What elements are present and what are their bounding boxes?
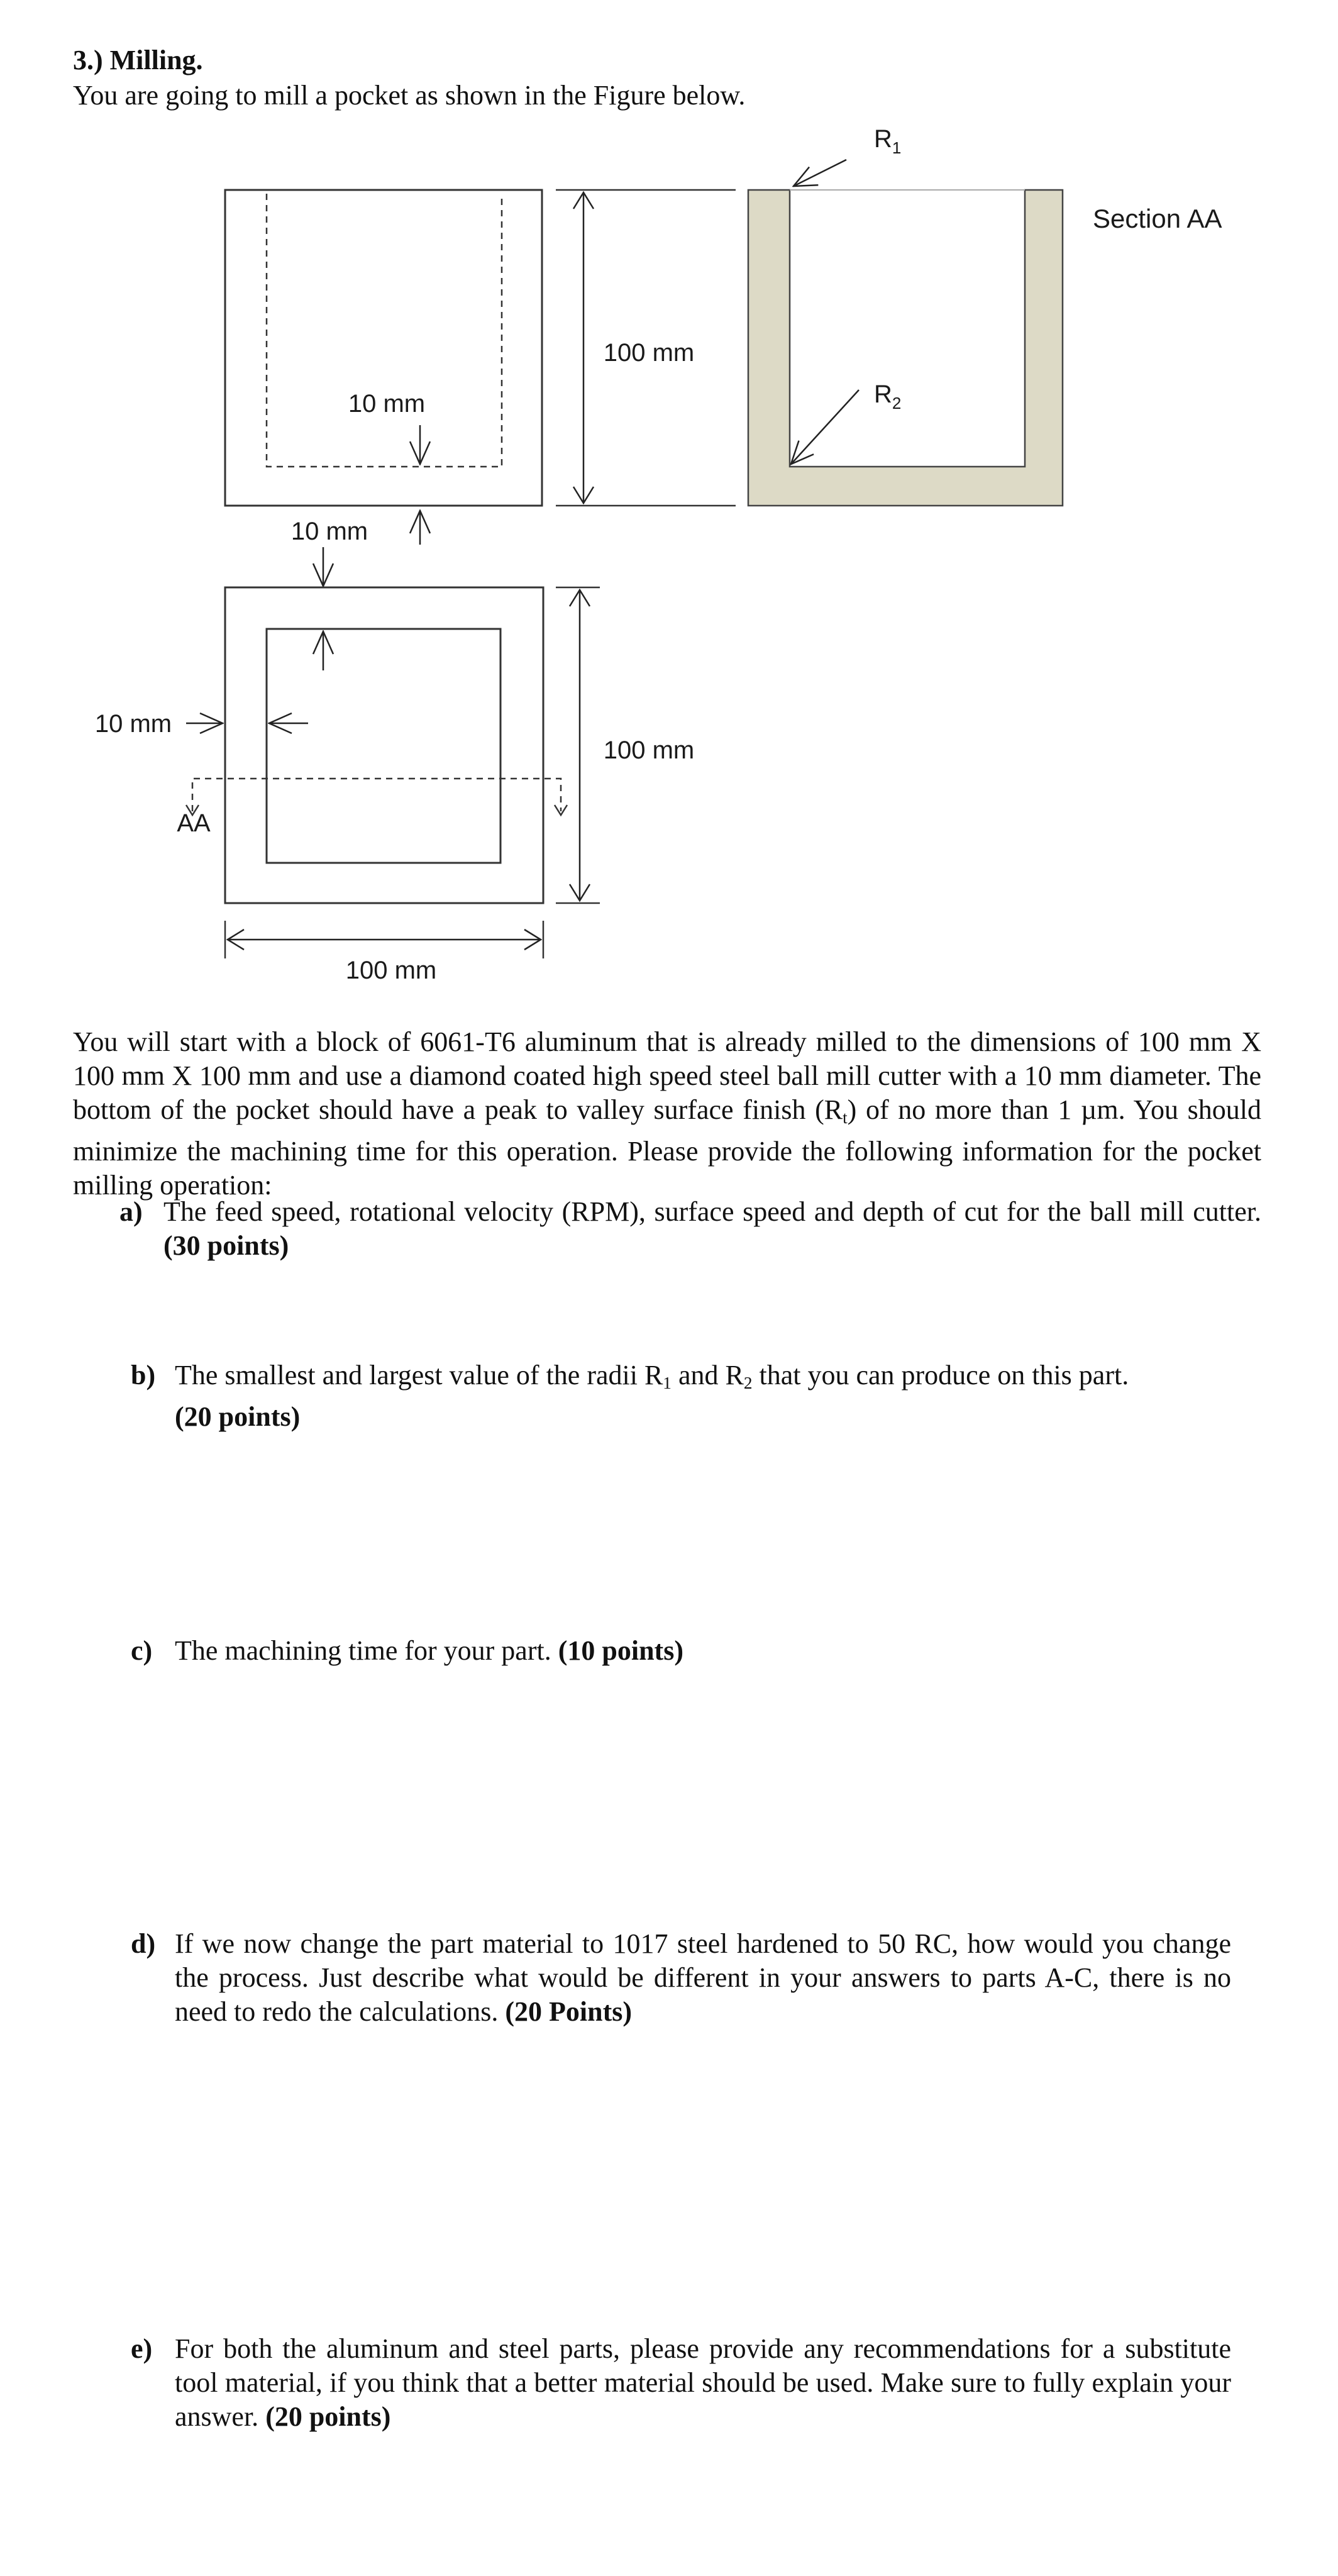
- question-b-points: (20 points): [175, 1401, 301, 1432]
- question-d-label: d): [131, 1928, 156, 1959]
- question-d: [131, 1927, 1231, 2029]
- question-e-text: For both the aluminum and steel parts, please provide any recommendations for a substitute tool material, if you think that a better material should be used. Make sure to fully explain your answer.: [175, 2333, 1231, 2432]
- question-b: b) The smallest and largest value of the radii $R_1$ and $R_2$ that you can produce on this part. (20 points): [131, 1360, 1129, 1432]
- problem-heading: 3.) Milling.: [73, 45, 203, 75]
- r1-leader: [793, 160, 846, 186]
- dim-left-wall-label: 10 mm: [94, 710, 172, 738]
- r2-label: $R_2$: [874, 380, 902, 413]
- question-d-text: If we now change the part material to 1017 steel hardened to 50 RC, how would you change the process. Just describe what would be different in your answers to parts A-C, there is no need to redo the calculations.: [175, 1928, 1231, 2027]
- question-c-text: The machining time for your part.: [175, 1635, 551, 1666]
- question-c-label: c): [131, 1635, 153, 1666]
- dim-width: [225, 921, 543, 984]
- dim-width-label: 100 mm: [345, 957, 437, 984]
- dim-side-top-label: 100 mm: [603, 339, 695, 367]
- question-c-points: (10 points): [558, 1635, 683, 1666]
- problem-paragraph: You will start with a block of 6061-T6 aluminum that is already milled to the dimensions of 100 mm X 100 mm X 100 mm and use a diamond coated high speed steel ball mill cutter with a 10 mm diameter. The bottom of the pocket should have a peak to valley surface finish $(R_t)$ of no more than 1 µm. You should minimize the machining time for this operation. Please provide the following information for the pocket milling operation:: [73, 1026, 1261, 1201]
- dim-floor-gap-label: 10 mm: [348, 390, 426, 418]
- r2-leader: [791, 390, 859, 464]
- question-c: [131, 1634, 1231, 1668]
- question-a-points: (30 points): [163, 1230, 289, 1261]
- dim-side-bottom-label: 100 mm: [603, 736, 695, 764]
- dim-side-top: [556, 190, 736, 506]
- side-view: [225, 190, 542, 545]
- dim-wall-top-label: 10 mm: [290, 518, 368, 545]
- r1-label: $R_1$: [874, 125, 902, 157]
- question-e-label: e): [131, 2333, 153, 2364]
- section-aa-view: [748, 125, 1222, 506]
- question-a-text: The feed speed, rotational velocity (RPM), surface speed and depth of cut for the ball mill cutter.: [163, 1196, 1261, 1227]
- top-view-outline: [225, 587, 543, 903]
- top-view-pocket: [267, 629, 500, 863]
- section-aa-label: Section AA: [1093, 204, 1222, 233]
- top-view: [95, 518, 567, 903]
- question-d-points: (20 Points): [505, 1996, 633, 2027]
- question-e: [131, 2332, 1231, 2434]
- question-e-points: (20 points): [265, 2401, 391, 2432]
- question-a: [119, 1195, 1261, 1263]
- side-view-hidden-pocket: [267, 194, 502, 467]
- dim-side-bottom: [556, 587, 694, 903]
- section-aa-marker: AA: [177, 809, 211, 837]
- pocket-figure: [0, 113, 1338, 1019]
- problem-intro: You are going to mill a pocket as shown in the Figure below.: [73, 80, 746, 111]
- question-a-label: a): [119, 1196, 143, 1227]
- question-b-label: b): [131, 1360, 156, 1391]
- side-view-outline: [225, 190, 542, 506]
- section-cut-line: [192, 779, 561, 811]
